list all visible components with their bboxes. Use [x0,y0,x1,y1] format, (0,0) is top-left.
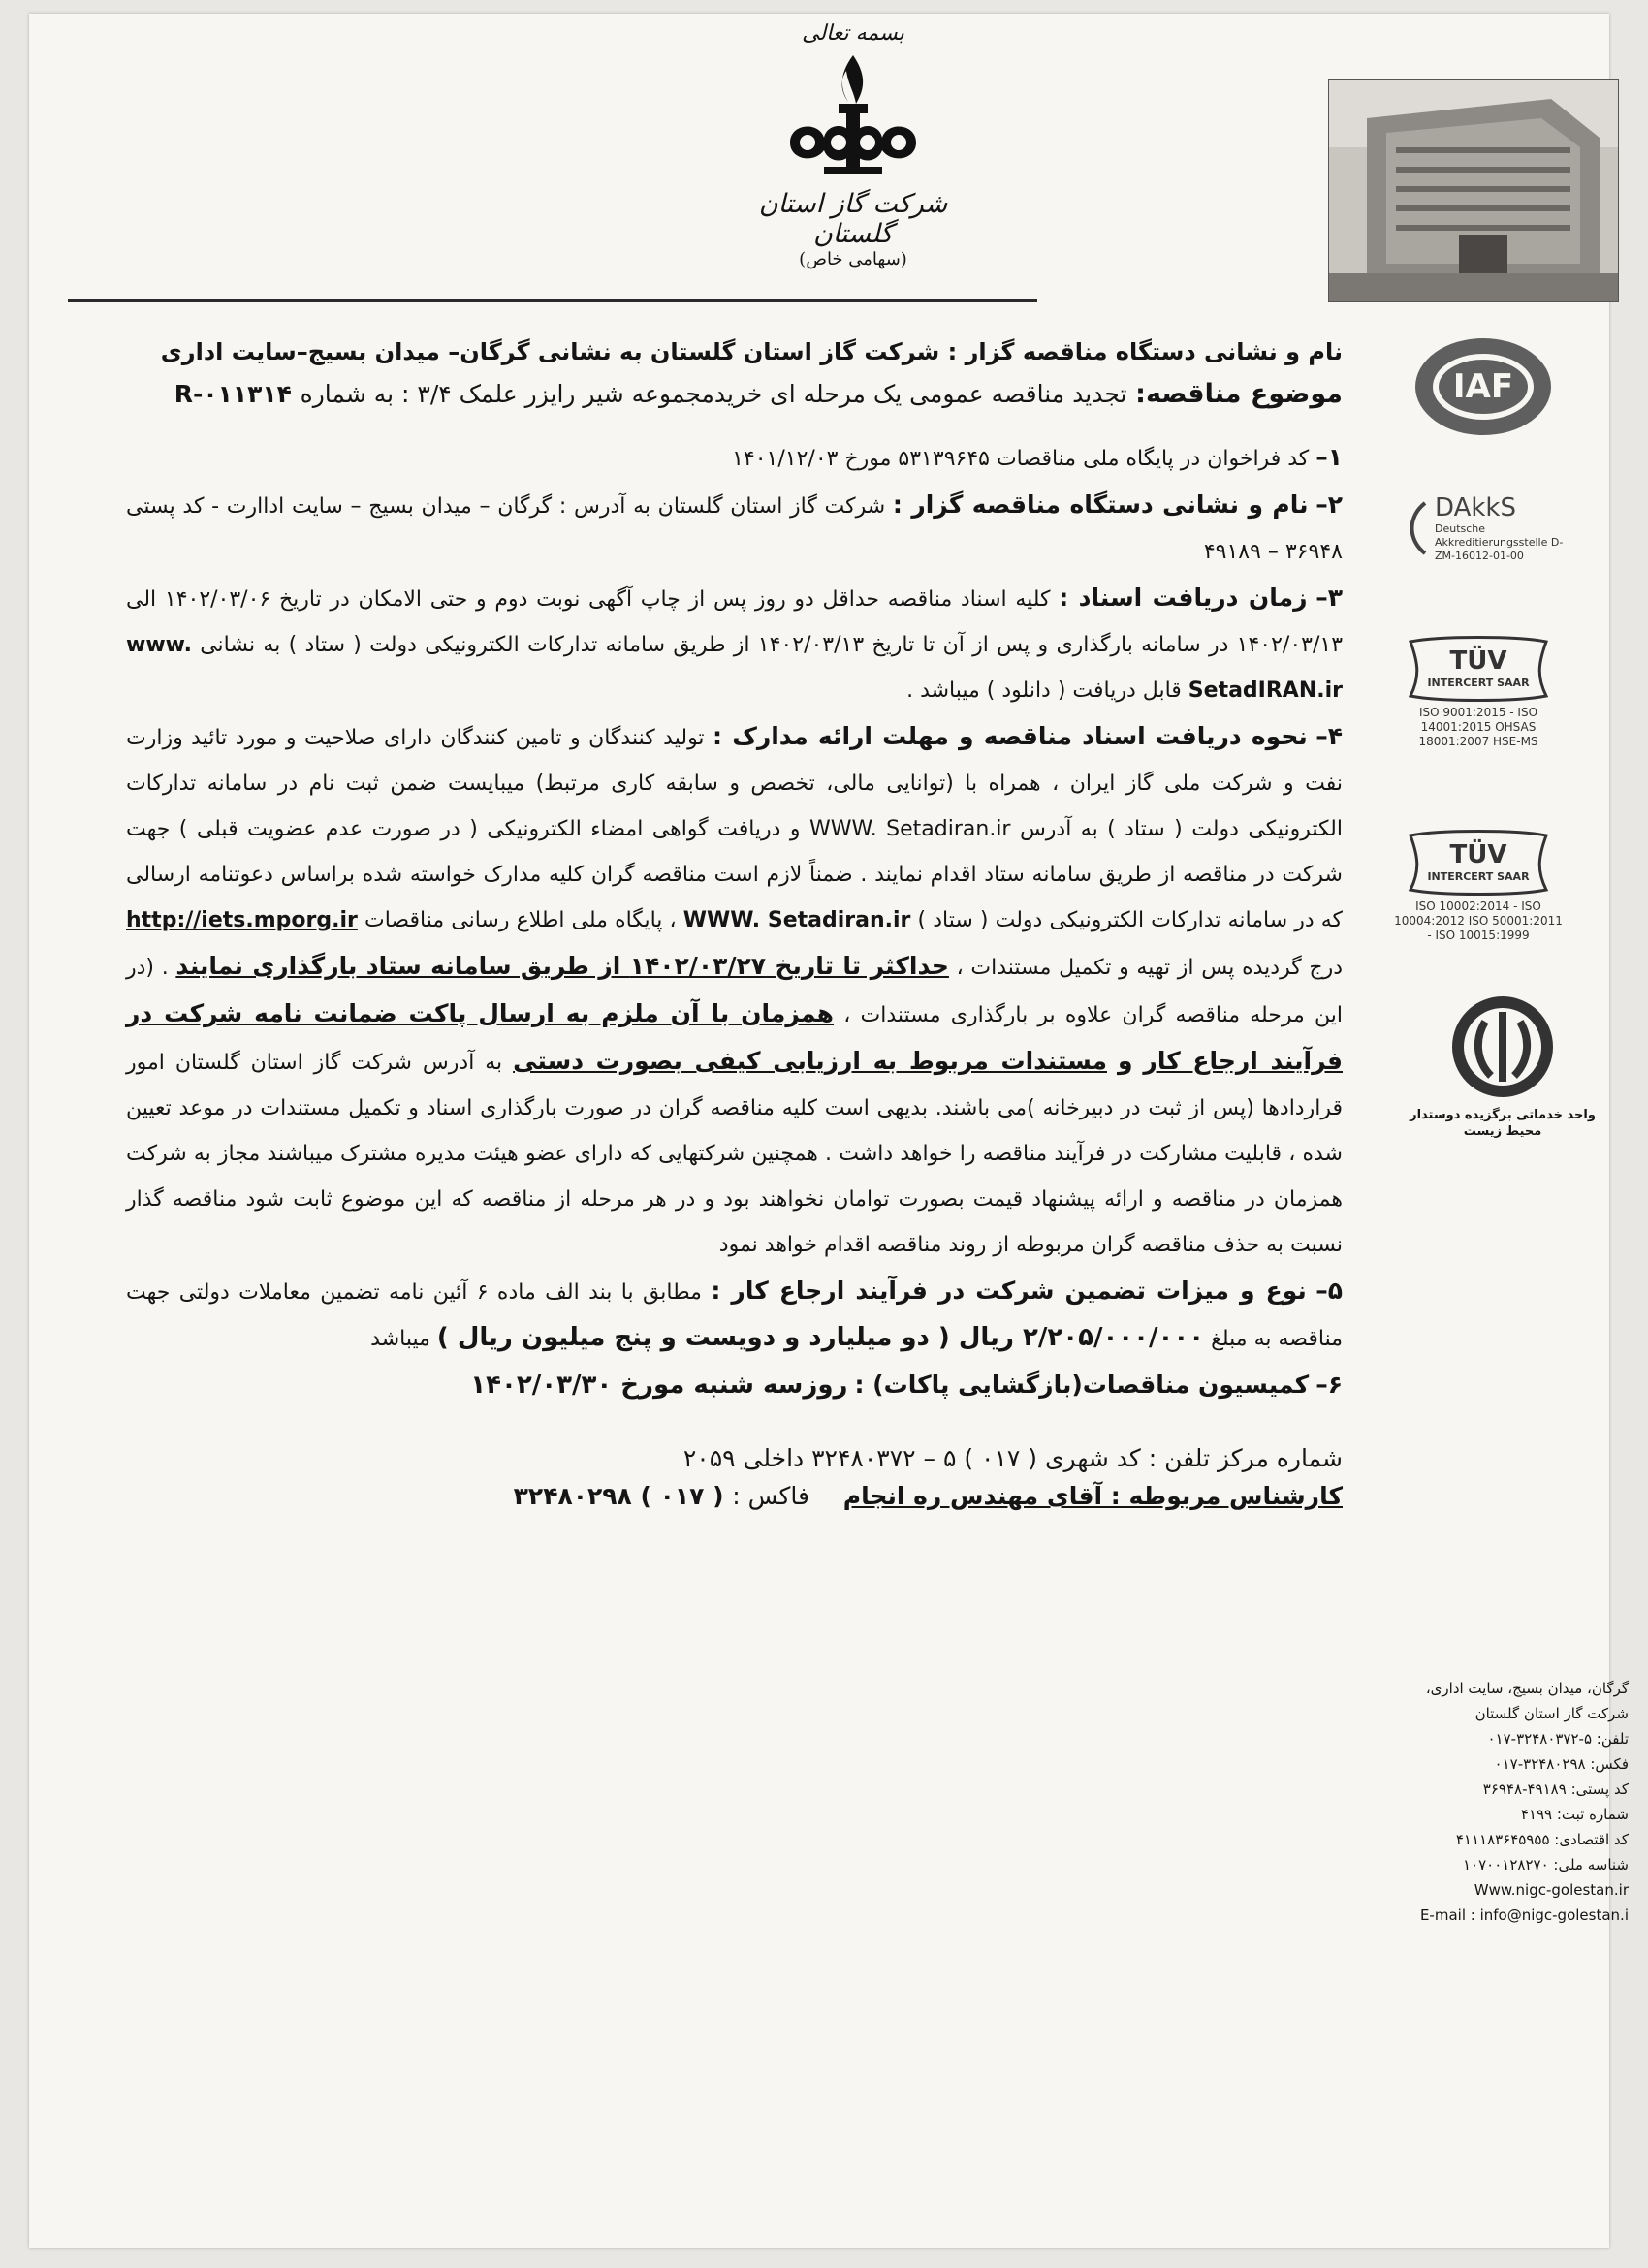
iaf-badge [1410,333,1556,440]
setad-link-3[interactable]: WWW. Setadiran.ir [682,908,911,932]
logo-company-note: (سهامی خاص) [799,249,907,269]
tuv1-intercert: INTERCERT SAAR [1427,677,1530,689]
tuv-badge-1 [1391,634,1566,755]
setad-link[interactable]: www. SetadIRAN.ir [126,633,1343,703]
item-4-text-e: . (در این مرحله مناقصه گران علاوه بر بارگذاری مستندات ، [126,956,1343,1027]
iets-link[interactable]: http://iets.mporg.ir [126,908,358,932]
dakks-arc-icon [1406,499,1429,557]
item-1-text: کد فراخوان در پایگاه ملی مناقصات ۵۳۱۳۹۶۴۵ مورخ ۱۴۰۱/۱۲/۰۳ [732,447,1310,471]
item-1 [126,434,1343,482]
contact-fax: فکس: ۳۲۴۸۰۲۹۸-۰۱۷ [1494,1755,1629,1773]
opening-date: روزسه شنبه مورخ ۱۴۰۲/۰۳/۳۰ [470,1370,848,1400]
guarantee-amount: ۲/۲۰۵/۰۰۰/۰۰۰ ریال ( دو میلیارد و دویست و پنج میلیون ریال ) [436,1323,1205,1352]
tuv2-standards: ISO 10002:2014 - ISO 10004:2012 ISO 50001:2011 - ISO 10015:1999 [1394,899,1563,942]
item-6-label: کمیسیون مناقصات(بازگشایی پاکات) : [854,1370,1310,1399]
building-photo [1328,79,1619,302]
item-5-label: نوع و میزات تضمین شرکت در فرآیند ارجاع کار : [711,1276,1307,1305]
item-3 [126,575,1343,713]
item-3-label: زمان دریافت اسناد : [1059,583,1308,612]
contact-economic-code: کد اقتصادی: ۴۱۱۱۸۳۶۴۵۹۵۵ [1455,1831,1629,1848]
contact-website[interactable]: Www.nigc-golestan.ir [1474,1881,1629,1899]
item-4 [126,713,1343,1268]
tuv-logo-icon [1391,828,1566,896]
upload-deadline: حداکثر تا تاریخ ۱۴۰۲/۰۳/۲۷ از طریق سامانه ستاد بارگذاری نمایند [175,952,949,980]
environment-text: واحد خدماتی برگزیده دوستدار محیط زیست [1410,1108,1596,1139]
iaf-logo-icon [1410,333,1556,440]
gas-company-emblem-icon [771,46,935,191]
subject-text: تجدید مناقصه عمومی یک مرحله ای خریدمجموعه شیر رایزر علمک ۳/۴ : به شماره [300,380,1127,408]
environment-badge [1406,992,1600,1162]
subject-label: موضوع مناقصه: [1135,379,1343,409]
item-2-text: شرکت گاز استان گلستان به آدرس : گرگان – میدان بسیج – سایت اداارت - کد پستی ۳۶۹۴۸ – ۴۹۱۸۹ [126,494,1343,564]
company-logo [737,21,969,298]
header-divider [68,299,1037,302]
item-4-text-d: درج گردیده پس از تهیه و تکمیل مستندات ، [956,956,1343,980]
item-4-text-a: تولید کنندگان و تامین کنندگان دارای صلاحیت و مورد تائید وزارت نفت و شرکت ملی گاز ایران ، همراه با (توانایی مالی، تخصص و سابقه کاری مرتبط) میبایست ضمن ثبت نام در سامانه تدارکات الکترونیکی دولت ( ستاد ) به آدرس [126,726,1343,841]
fax-label: فاکس : [732,1482,809,1510]
letter-page [29,14,1629,2248]
tuv1-brand: TÜV [1449,646,1507,676]
item-3-text-a: کلیه اسناد مناقصه حداقل دو روز پس از چاپ آگهی نوبت دوم و حتی الامکان در تاریخ ۱۴۰۲/۰۳/۰۶ الی ۱۴۰۲/۰۳/۱۳ در سامانه بارگذاری و پس از آن تا تاریخ ۱۴۰۲/۰۳/۱۳ از طریق سامانه تدارکات الکترونیکی دولت ( ستاد ) به نشانی [126,587,1344,657]
item-5 [126,1268,1343,1362]
item-2 [126,482,1343,575]
item-4-text-b: و دریافت گواهی امضاء الکترونیکی ( در صورت عدم عضویت قبلی ) جهت شرکت در مناقصه از طریق سامانه ستاد اقدام نمایند . ضمناً لازم است مناقصه گران کلیه مدارک خواسته شده براساس دعوتنامه ارسالی که در سامانه تدارکات الکترونیکی دولت ( ستاد ) [126,817,1344,932]
iaf-label: IAF [1452,367,1514,406]
item-4-label: نحوه دریافت اسناد مناقصه و مهلت ارائه مدارک : [713,722,1308,750]
phone-line: شماره مرکز تلفن : کد شهری ( ۰۱۷ ) ۵ – ۳۲۴۸۰۳۷۲ داخلی ۲۰۵۹ [682,1444,1343,1472]
tuv-badge-2 [1391,828,1566,949]
tender-notice-body [126,338,1343,1510]
item-6 [126,1362,1343,1409]
guarantee-requirement: همزمان با آن ملزم به ارسال پاکت ضمانت نامه شرکت در فرآیند ارجاع کار [126,999,1343,1075]
item-4-text-c: ، پایگاه ملی اطلاع رسانی مناقصات [364,908,677,932]
expert-label: کارشناس مربوطه : آقای مهندس ره انجام [842,1482,1343,1510]
item-1-number: ۱– [1315,443,1343,471]
tuv2-intercert: INTERCERT SAAR [1427,870,1530,883]
fax-number: ( ۰۱۷ ) ۳۲۴۸۰۲۹۸ [513,1482,724,1510]
item-5-number: ۵– [1315,1276,1343,1305]
subject-number: R-۰۱۱۳۱۴ [174,380,292,408]
item-3-number: ۳– [1315,583,1343,612]
environment-friend-icon [1406,992,1600,1104]
tuv-logo-icon [1391,634,1566,702]
dakks-badge [1406,493,1600,600]
item-5-text-a: مطابق با بند الف ماده ۶ آئین نامه تضمین معاملات دولتی جهت مناقصه به مبلغ [126,1280,1343,1351]
quality-docs-requirement: مستندات مربوط به ارزیابی کیفی بصورت دستی [513,1047,1107,1075]
contact-address: گرگان، میدان بسیج، سایت اداری، [1425,1680,1629,1697]
item-4-and: و [1117,1047,1133,1075]
tuv1-standards: ISO 9001:2015 - ISO 14001:2015 OHSAS 18001:2007 HSE-MS [1418,706,1538,748]
dakks-label: DAkkS [1435,493,1516,522]
item-3-text-b: قابل دریافت ( دانلود ) میباشد . [906,678,1182,703]
dakks-subtitle: Deutsche Akkreditierungsstelle D-ZM-16012-01-00 [1435,522,1564,562]
item-4-number: ۴– [1315,722,1344,750]
subject-line [126,379,1343,409]
contact-block [1367,1676,1629,1928]
setad-link-2[interactable]: WWW. Setadiran.ir [809,817,1011,841]
contact-company: شرکت گاز استان گلستان [1474,1705,1629,1722]
contact-national-id: شناسه ملی: ۱۰۷۰۰۱۲۸۲۷۰ [1463,1856,1629,1874]
logo-company-name: شرکت گاز استان گلستان [758,189,948,249]
basmala: بسمه تعالی [802,21,904,46]
tuv2-brand: TÜV [1449,840,1507,869]
item-2-label: نام و نشانی دستگاه مناقصه گزار : [892,490,1309,519]
item-6-number: ۶– [1315,1370,1343,1399]
organizer-line: نام و نشانی دستگاه مناقصه گزار : شرکت گاز استان گلستان به نشانی گرگان– میدان بسیج–سایت اداری [160,338,1343,365]
contact-tel: تلفن: ۵-۳۲۴۸۰۳۷۲-۰۱۷ [1487,1730,1629,1748]
contact-registration: شماره ثبت: ۴۱۹۹ [1520,1806,1629,1823]
item-4-text-f: به آدرس شرکت گاز استان گلستان امور قراردادها (پس از ثبت در دبیرخانه )می باشند. بدیهی است کلیه مناقصه گران در صورت بارگذاری اسناد و تکمیل مستندات در موعد تعیین شده ، قابلیت مشارکت در فرآیند مناقصه را خواهد داشت . همچنین شرکتهایی که دارای عضو هیئت مدیره مشترک میباشند مجاز به شرکت همزمان در مناقصه و ارائه پیشنهاد قیمت بصورت توامان نخواهند بود و در هر مرحله از مناقصه که این موضوع ثابت شود مناقصه گذار نسبت به حذف مناقصه گران مربوطه از روند مناقصه اقدام خواهد نمود [126,1051,1343,1257]
contact-postal: کد پستی: ۴۹۱۸۹-۳۶۹۴۸ [1482,1780,1629,1798]
item-2-number: ۲– [1315,490,1344,519]
expert-line [126,1482,1343,1510]
item-5-text-b: میباشد [370,1327,430,1351]
contact-email[interactable]: E-mail : info@nigc-golestan.i [1419,1906,1629,1924]
